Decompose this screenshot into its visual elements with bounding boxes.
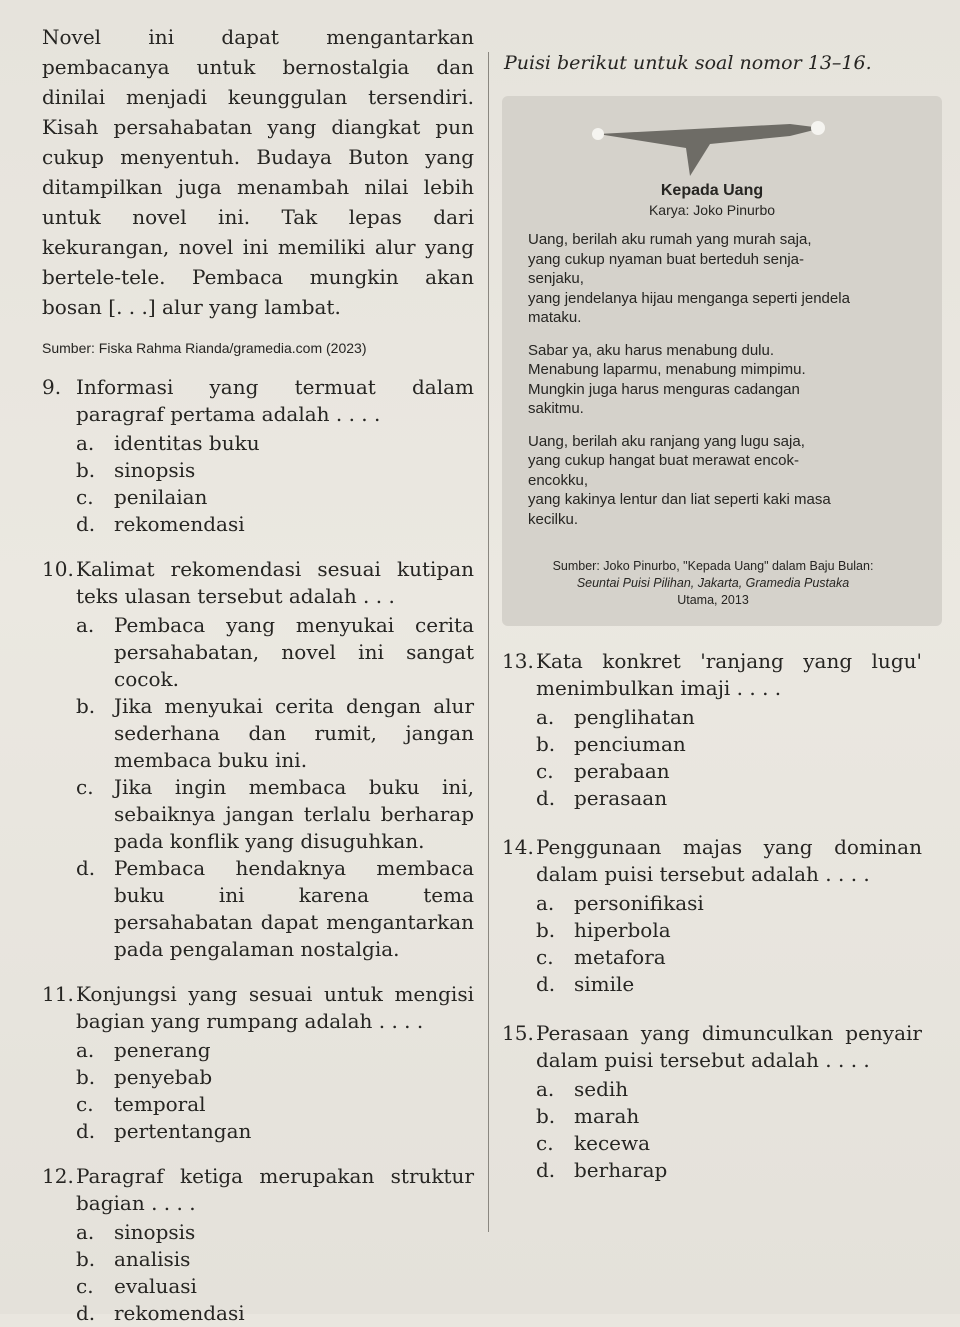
poem-source: Sumber: Joko Pinurbo, "Kepada Uang" dalam Baju Bulan: Seuntai Puisi Pilihan, Jakarta, Gramedia Pustaka Utama, 2013: [552, 559, 874, 607]
question-text: Penggunaan majas yang dominan dalam puisi tersebut adalah . . . .: [536, 835, 922, 886]
option-b: b. penciuman: [536, 732, 686, 756]
option-d: d. berharap: [536, 1158, 668, 1182]
right-column: [502, 52, 922, 1184]
question-text: Paragraf ketiga merupakan struktur bagian . . . .: [76, 1164, 474, 1215]
option-a: a. identitas buku: [76, 431, 260, 455]
question-text: Konjungsi yang sesuai untuk mengisi bagian yang rumpang adalah . . . .: [76, 982, 474, 1033]
question-12: [42, 1163, 474, 1327]
option-d: d. simile: [536, 972, 635, 996]
poem-body: [528, 230, 898, 542]
stanza-3: Uang, berilah aku ranjang yang lugu saja, yang cukup hangat buat merawat encok- encokku, yang kakinya lentur dan liat seperti kaki masa kecilku.: [528, 432, 831, 528]
option-a: a. personifikasi: [536, 891, 704, 915]
question-9: [42, 374, 474, 538]
option-d: d. Pembaca hendaknya membaca buku ini karena tema persahabatan dapat mengantarkan pada pengalaman nostalgia.: [76, 856, 474, 961]
stanza-1: Uang, berilah aku rumah yang murah saja, yang cukup nyaman buat berteduh senja- senjaku, yang jendelanya hijau menganga seperti jendela mataku.: [528, 231, 850, 326]
question-text: Kata konkret 'ranjang yang lugu' menimbulkan imaji . . . .: [536, 649, 922, 700]
question-number: 11.: [42, 982, 74, 1006]
option-b: b. Jika menyukai cerita dengan alur sederhana dan rumit, jangan membaca buku ini.: [76, 694, 474, 772]
intro-paragraph: Novel ini dapat mengantarkan pembacanya untuk bernostalgia dan dinilai menjadi keunggulan tersendiri. Kisah persahabatan yang diangkat pun cukup menyentuh. Budaya Buton yang ditampilkan juga menambah nilai lebih untuk novel ini. Tak lepas dari kekurangan, novel ini memiliki alur yang bertele-tele. Pembaca mungkin akan bosan [. . .] alur yang lambat.: [42, 25, 474, 319]
left-column: [42, 22, 474, 1327]
question-11: [42, 981, 474, 1145]
option-b: b. marah: [536, 1104, 640, 1128]
option-a: a. Pembaca yang menyukai cerita persahabatan, novel ini sangat cocok.: [76, 613, 474, 691]
pushpin-icon: [590, 114, 830, 184]
option-d: d. rekomendasi: [76, 512, 245, 536]
option-c: c. penilaian: [76, 485, 208, 509]
question-number: 14.: [502, 835, 534, 859]
intro-source: Sumber: Fiska Rahma Rianda/gramedia.com (2023): [42, 340, 367, 356]
question-text: Perasaan yang dimunculkan penyair dalam puisi tersebut adalah . . . .: [536, 1021, 922, 1072]
question-14: [502, 834, 922, 998]
option-a: a. penglihatan: [536, 705, 695, 729]
question-number: 15.: [502, 1021, 534, 1045]
poem-card: [502, 96, 942, 626]
question-10: [42, 556, 474, 963]
question-number: 12.: [42, 1164, 74, 1188]
option-c: c. kecewa: [536, 1131, 651, 1155]
question-13: [502, 648, 922, 812]
option-c: c. perabaan: [536, 759, 670, 783]
option-b: b. hiperbola: [536, 918, 671, 942]
option-b: b. penyebab: [76, 1065, 213, 1089]
option-c: c. metafora: [536, 945, 666, 969]
column-divider: [488, 52, 489, 1232]
stanza-2: Sabar ya, aku harus menabung dulu. Menabung laparmu, menabung mimpimu. Mungkin juga harus menguras cadangan sakitmu.: [528, 341, 806, 417]
question-text: Kalimat rekomendasi sesuai kutipan teks ulasan tersebut adalah . . .: [76, 557, 474, 608]
option-a: a. penerang: [76, 1038, 211, 1062]
question-text: Informasi yang termuat dalam paragraf pertama adalah . . . .: [76, 375, 474, 426]
option-d: d. rekomendasi: [76, 1301, 245, 1325]
question-number: 13.: [502, 649, 534, 673]
option-b: b. analisis: [76, 1247, 191, 1271]
poem-author: Karya: Joko Pinurbo: [648, 202, 776, 218]
question-number: 9.: [42, 375, 62, 399]
option-c: c. Jika ingin membaca buku ini, sebaiknya jangan terlalu berharap pada konflik yang disuguhkan.: [76, 775, 474, 853]
question-number: 10.: [42, 557, 74, 581]
option-d: d. pertentangan: [76, 1119, 252, 1143]
option-b: b. sinopsis: [76, 458, 196, 482]
poem-heading: Puisi berikut untuk soal nomor 13–16.: [504, 52, 872, 74]
question-15: [502, 1020, 922, 1184]
option-c: c. temporal: [76, 1092, 206, 1116]
poem-title: Kepada Uang: [660, 182, 764, 199]
option-a: a. sedih: [536, 1077, 629, 1101]
option-c: c. evaluasi: [76, 1274, 197, 1298]
option-a: a. sinopsis: [76, 1220, 196, 1244]
option-d: d. perasaan: [536, 786, 668, 810]
